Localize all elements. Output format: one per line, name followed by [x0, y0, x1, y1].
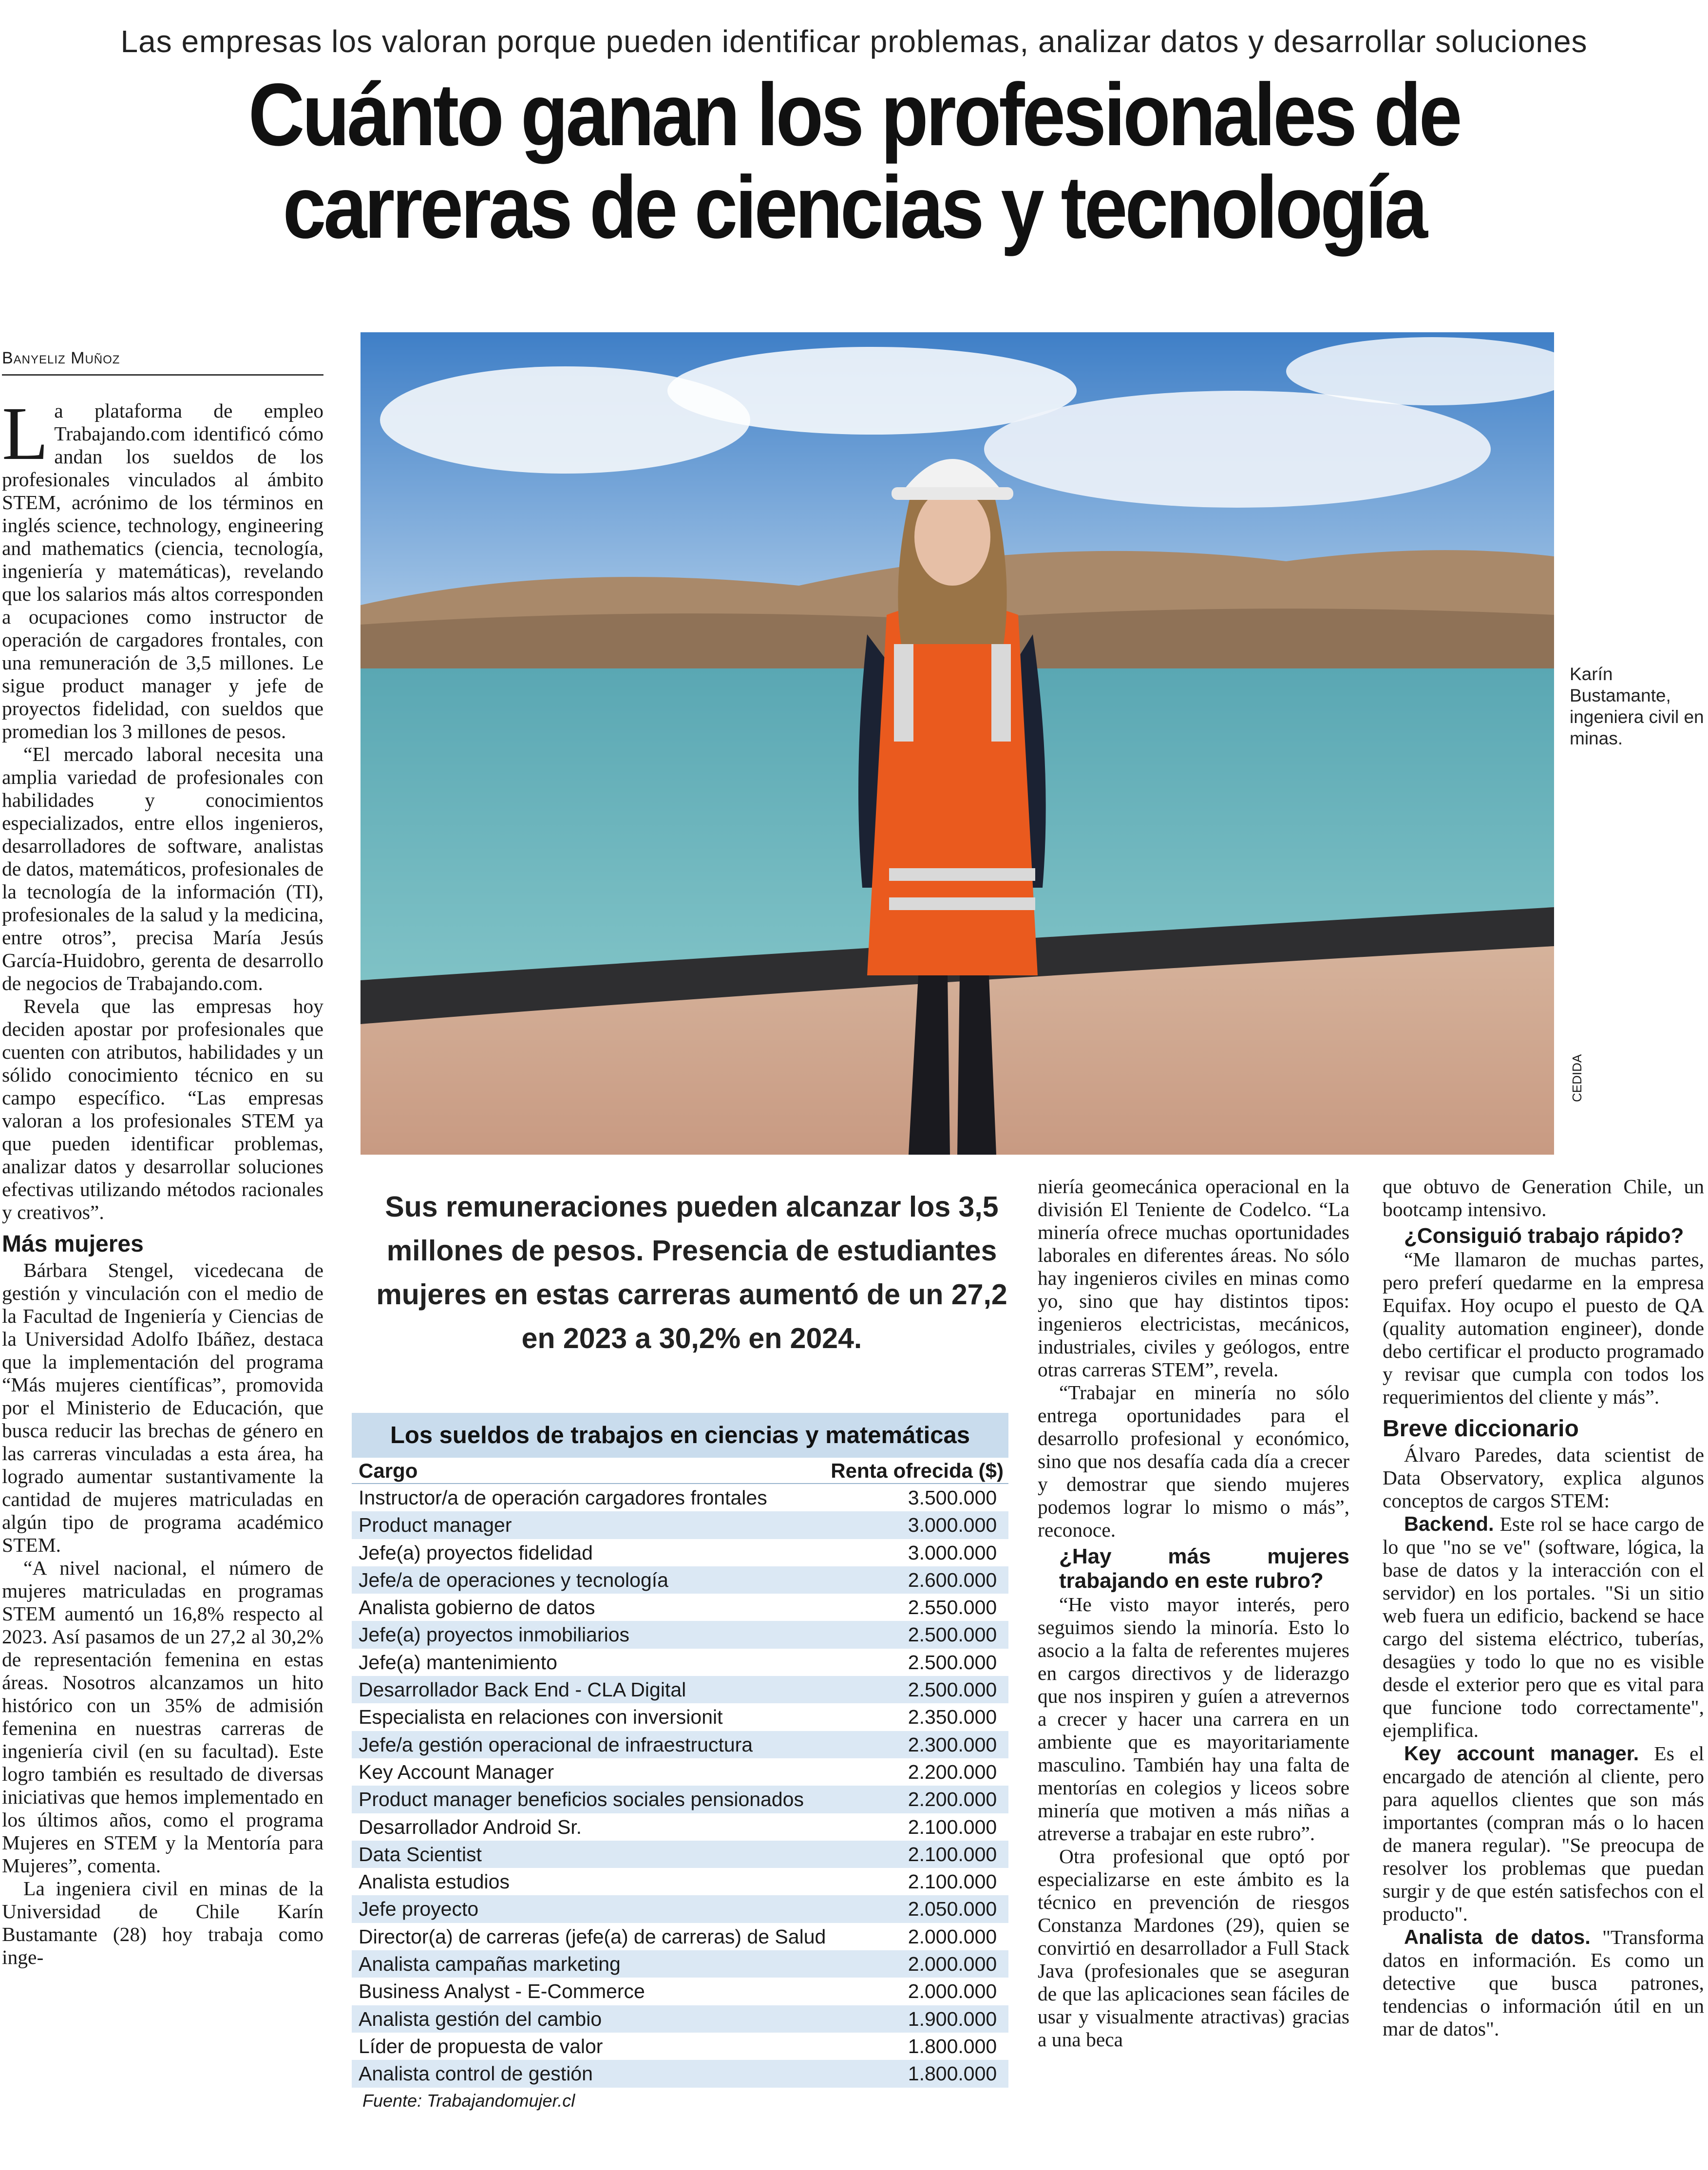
- table-row: [352, 1649, 1008, 1676]
- cell-cargo: Jefe(a) proyectos inmobiliarios: [359, 1623, 630, 1646]
- table-row: [352, 1484, 1008, 1511]
- article-paragraph: “He visto mayor interés, pero seguimos siendo la minoría. Esto lo asocio a la falta de referentes mujeres en cargos directivos y de liderazgo que nos inspiren y guíen a atrevernos a crecer y hacer una carrera en un ambiente que es mayoritariamente masculino. También hay una falta de mentorías en colegios y liceos sobre minería que motiven a más niñas a atreverse a trabajar en este rubro”.: [1038, 1593, 1349, 1845]
- table-row: [352, 1621, 1008, 1648]
- cell-cargo: Business Analyst - E-Commerce: [359, 1980, 645, 2003]
- cell-renta: 2.200.000: [908, 1760, 997, 1783]
- cell-renta: 2.000.000: [908, 1925, 997, 1948]
- cell-renta: 2.550.000: [908, 1596, 997, 1619]
- question-heading: ¿Hay más mujeres trabajando en este rubro?: [1059, 1544, 1349, 1593]
- cell-renta: 3.000.000: [908, 1541, 997, 1564]
- cell-cargo: Jefe/a gestión operacional de infraestructura: [359, 1733, 753, 1756]
- cell-renta: 3.000.000: [908, 1514, 997, 1537]
- article-column-1: [2, 391, 323, 1969]
- cell-renta: 2.000.000: [908, 1980, 997, 2003]
- cell-renta: 2.100.000: [908, 1843, 997, 1865]
- table-row: [352, 1731, 1008, 1758]
- article-paragraph: Bárbara Stengel, vicedecana de gestión y vinculación con el medio de la Facultad de Ingeniería y Ciencias de la Universidad Adolfo Ibáñez, destaca que la implementación del programa “Más mujeres científicas”, promovida por el Ministerio de Educación, que busca reducir las brechas de género en las carreras vinculadas a esta área, ha logrado aumentar sustantivamente la cantidad de mujeres matriculadas en algún tipo de programa académico STEM.: [2, 1259, 323, 1556]
- table-row: [352, 1786, 1008, 1813]
- dictionary-entry-kam: Key account manager. Es el encargado de atención al cliente, pero para aquellos clientes que son más importantes (compran más o lo hacen de manera regular). "Se preocupa de resolver los problemas que puedan surgir y de que estén satisfechos con el producto".: [1383, 1742, 1704, 1925]
- cell-renta: 2.200.000: [908, 1788, 997, 1811]
- table-row: [352, 1813, 1008, 1841]
- table-row: [352, 1539, 1008, 1566]
- table-row: [352, 2005, 1008, 2033]
- cell-renta: 2.500.000: [908, 1623, 997, 1646]
- cell-cargo: Product manager: [359, 1514, 512, 1537]
- question-heading: ¿Consiguió trabajo rápido?: [1404, 1224, 1684, 1248]
- cell-cargo: Product manager beneficios sociales pensionados: [359, 1788, 804, 1811]
- headline: [120, 65, 1589, 257]
- headline-line-1: Cuánto ganan los profesionales de: [248, 65, 1460, 164]
- cell-renta: 2.500.000: [908, 1678, 997, 1701]
- cell-cargo: Analista campañas marketing: [359, 1953, 621, 1976]
- article-column-4: [1383, 1175, 1704, 2040]
- article-column-3: [1038, 1175, 1349, 2051]
- cell-cargo: Especialista en relaciones con inversionit: [359, 1706, 723, 1729]
- headline-line-2: carreras de ciencias y tecnología: [283, 157, 1425, 257]
- table-row: [352, 1950, 1008, 1978]
- cell-cargo: Analista control de gestión: [359, 2062, 593, 2085]
- table-row: [352, 1841, 1008, 1868]
- cell-cargo: Desarrollador Back End - CLA Digital: [359, 1678, 686, 1701]
- article-paragraph: Otra profesional que optó por especializarse en este ámbito es la técnico en prevención de riesgos Constanza Mardones (29), quien se convirtió en desarrollador a Full Stack Java (profesionales que se aseguran de que las aplicaciones sean fáciles de usar y visualmente atractivas) gracias a una beca: [1038, 1845, 1349, 2051]
- subheading-breve-diccionario: Breve diccionario: [1383, 1416, 1579, 1442]
- table-body: [352, 1484, 1008, 2088]
- table-source: Fuente: Trabajandomujer.cl: [362, 2090, 575, 2111]
- article-paragraph: Álvaro Paredes, data scientist de Data Observatory, explica algunos conceptos de cargos STEM:: [1383, 1444, 1704, 1512]
- cell-renta: 3.500.000: [908, 1486, 997, 1509]
- photo-caption: Karín Bustamante, ingeniera civil en minas.: [1570, 664, 1704, 748]
- cell-renta: 2.100.000: [908, 1870, 997, 1893]
- cell-renta: 1.800.000: [908, 2062, 997, 2085]
- cell-renta: 2.000.000: [908, 1953, 997, 1976]
- pullquote: Sus remuneraciones pueden alcanzar los 3,5 millones de pesos. Presencia de estudiantes mujeres en estas carreras aumentó de un 27,2 en 2023 a 30,2% en 2024.: [376, 1191, 1007, 1354]
- table-row: [352, 2060, 1008, 2087]
- article-paragraph: “A nivel nacional, el número de mujeres matriculadas en programas STEM aumentó un 16,8% respecto al 2023. Así pasamos de un 27,2 al 30,2% de representación femenina en estas áreas. Nosotros alcanzamos un hito histórico con un 35% de admisión femenina en nuestras carreras de ingeniería civil (en su facultad). Este logro también es resultado de diversas iniciativas que hemos implementado en los últimos años, como el programa Mujeres en STEM y la Mentoría para Mujeres”, comenta.: [2, 1557, 323, 1877]
- cell-cargo: Desarrollador Android Sr.: [359, 1815, 582, 1838]
- table-row: [352, 1566, 1008, 1594]
- cell-cargo: Analista gestión del cambio: [359, 2007, 602, 2030]
- cell-cargo: Director(a) de carreras (jefe(a) de carreras) de Salud: [359, 1925, 826, 1948]
- byline: Banyeliz Muñoz: [2, 349, 323, 376]
- subheading-mas-mujeres: Más mujeres: [2, 1231, 144, 1257]
- cell-cargo: Líder de propuesta de valor: [359, 2035, 603, 2057]
- cell-cargo: Key Account Manager: [359, 1760, 554, 1783]
- table-row: [352, 1895, 1008, 1923]
- table-row: [352, 1594, 1008, 1621]
- article-paragraph: “Trabajar en minería no sólo entrega oportunidades para el desarrollo profesional y económico, sino que nos desafía cada día a crecer y demostrar que siendo mujeres podemos lograr lo mismo o más”, reconoce.: [1038, 1381, 1349, 1541]
- article-lead-paragraph: La plataforma de empleo Trabajando.com identificó cómo andan los sueldos de los profesionales vinculados al ámbito STEM, acrónimo de los términos en inglés science, technology, engineering and mathematics (ciencia, tecnología, ingeniería y matemáticas), revelando que los salarios más altos corresponden a ocupaciones como instructor de operación de cargadores frontales, con una remuneración de 3,5 millones. Le sigue product manager y jefe de proyectos fidelidad, con sueldos que promedian los 3 millones de pesos.: [2, 391, 323, 742]
- table-row: [352, 1868, 1008, 1895]
- column-header-renta: Renta ofrecida ($): [831, 1459, 1004, 1482]
- table-row: [352, 1676, 1008, 1703]
- table-row: [352, 1703, 1008, 1731]
- dictionary-entry-backend: Backend. Este rol se hace cargo de lo que "no se ve" (software, lógica, la base de datos y la interacción con el servidor) en los portales. "Si un sitio web fuera un edificio, backend se hace cargo del sistema eléctrico, tuberías, desagües y todo lo que no es visible desde el exterior pero que es vital para que funcione todo correctamente", ejemplifica.: [1383, 1512, 1704, 1741]
- cell-renta: 2.350.000: [908, 1706, 997, 1729]
- cell-cargo: Jefe(a) proyectos fidelidad: [359, 1541, 593, 1564]
- table-row: [352, 2033, 1008, 2060]
- table-title: Los sueldos de trabajos en ciencias y matemáticas: [352, 1413, 1008, 1458]
- cell-renta: 1.900.000: [908, 2007, 997, 2030]
- salary-table: [352, 1413, 1008, 2111]
- table-row: [352, 1923, 1008, 1950]
- column-header-cargo: Cargo: [359, 1459, 418, 1482]
- cell-cargo: Analista estudios: [359, 1870, 510, 1893]
- article-paragraph: “Me llamaron de muchas partes, pero preferí quedarme en la empresa Equifax. Hoy ocupo el puesto de QA (quality automation engineer), donde debo certificar el producto programado y revisar que cumpla con todos los requerimientos del cliente y más”.: [1383, 1248, 1704, 1408]
- table-row: [352, 1758, 1008, 1786]
- cell-renta: 1.800.000: [908, 2035, 997, 2057]
- article-paragraph: Revela que las empresas hoy deciden apostar por profesionales que cuenten con atributos, habilidades y un sólido conocimiento técnico en su campo específico. “Las empresas valoran a los profesionales STEM ya que pueden identificar problemas, analizar datos y desarrollar soluciones efectivas utilizando métodos racionales y creativos”.: [2, 995, 323, 1223]
- article-paragraph: que obtuvo de Generation Chile, un bootcamp intensivo.: [1383, 1175, 1704, 1220]
- cell-renta: 2.100.000: [908, 1815, 997, 1838]
- photo-illustration: [361, 332, 1554, 1155]
- cell-cargo: Jefe proyecto: [359, 1898, 479, 1921]
- dropcap: L: [2, 391, 49, 476]
- cell-cargo: Instructor/a de operación cargadores frontales: [359, 1486, 767, 1509]
- article-paragraph: La ingeniera civil en minas de la Universidad de Chile Karín Bustamante (28) hoy trabaja como inge-: [2, 1877, 323, 1968]
- cell-cargo: Jefe/a de operaciones y tecnología: [359, 1568, 668, 1591]
- kicker: Las empresas los valoran porque pueden identificar problemas, analizar datos y desarrollar soluciones: [120, 24, 1588, 59]
- table-row: [352, 1511, 1008, 1539]
- cell-cargo: Data Scientist: [359, 1843, 482, 1865]
- dictionary-entry-analista: Analista de datos. "Transforma datos en información. Es como un detective que busca patrones, tendencias o información útil en un mar de datos".: [1383, 1925, 1704, 2040]
- cell-cargo: Jefe(a) mantenimiento: [359, 1651, 557, 1674]
- photo: [361, 332, 1554, 1155]
- article-paragraph: “El mercado laboral necesita una amplia variedad de profesionales con habilidades y conocimientos especializados, entre ellos ingenieros, desarrolladores de software, analistas de datos, matemáticos, profesionales de la tecnología de la información (TI), profesionales de la salud y la medicina, entre otros”, precisa María Jesús García-Huidobro, gerenta de desarrollo de negocios de Trabajando.com.: [2, 743, 323, 994]
- cell-renta: 2.600.000: [908, 1568, 997, 1591]
- table-header: [352, 1458, 1008, 1484]
- cell-renta: 2.500.000: [908, 1651, 997, 1674]
- article-paragraph: niería geomecánica operacional en la división El Teniente de Codelco. “La minería ofrece muchas oportunidades laborales en diferentes áreas. No sólo hay ingenieros civiles en minas como yo, sino que hay distintos tipos: ingenieros electricistas, mecánicos, industriales, civiles y geólogos, entre otras carreras STEM”, revela.: [1038, 1175, 1349, 1381]
- cell-cargo: Analista gobierno de datos: [359, 1596, 595, 1619]
- photo-credit: CEDIDA: [1570, 1054, 1584, 1102]
- cell-renta: 2.050.000: [908, 1898, 997, 1921]
- cell-renta: 2.300.000: [908, 1733, 997, 1756]
- table-row: [352, 1978, 1008, 2005]
